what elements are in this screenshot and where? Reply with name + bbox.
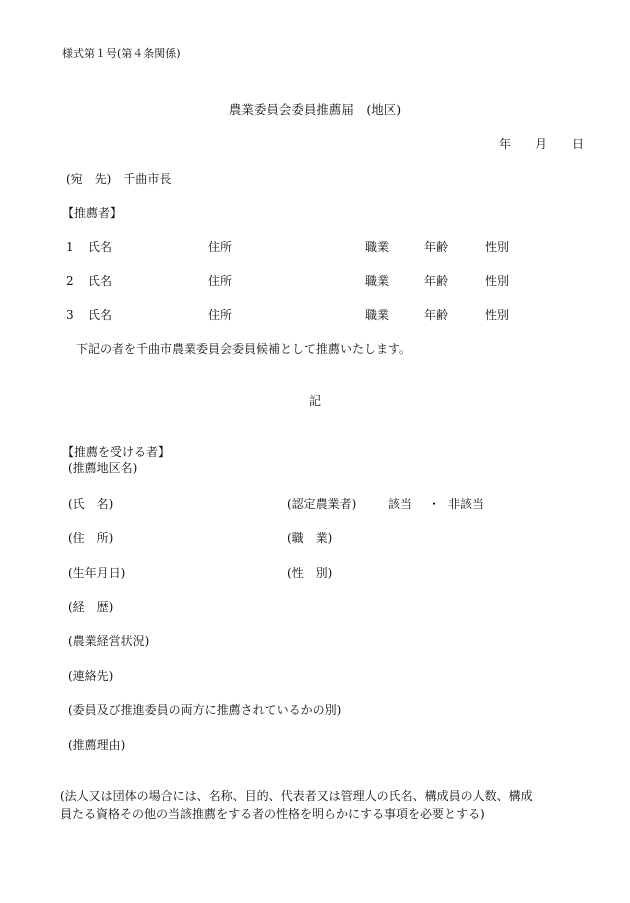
recommender-sex-label: 性別 [485, 308, 510, 322]
recommender-sex-label: 性別 [485, 274, 510, 288]
reason-label: (推薦理由) [68, 738, 126, 752]
occupation-label: (職 業) [287, 531, 333, 545]
date-day: 日 [572, 137, 585, 151]
name-label: (氏 名) [68, 497, 114, 511]
recommender-address-label: 住所 [208, 308, 233, 322]
recommender-age-label: 年齢 [424, 308, 449, 322]
recommender-age-label: 年齢 [424, 240, 449, 254]
recommended-heading: 【推薦を受ける者】 [62, 445, 171, 459]
recommender-age-label: 年齢 [424, 274, 449, 288]
recommender-name-label: 氏名 [88, 274, 113, 288]
corporate-note-line2: 員たる資格その他の当該推薦をする者の性格を明らかにする事項を必要とする) [60, 807, 485, 821]
recommender-name-label: 氏名 [88, 308, 113, 322]
document-title: 農業委員会委員推薦届 (地区) [228, 102, 402, 117]
recommender-address-label: 住所 [208, 274, 233, 288]
contact-label: (連絡先) [68, 669, 114, 683]
corporate-note-line1: (法人又は団体の場合には、名称、目的、代表者又は管理人の氏名、構成員の人数、構成 [60, 789, 533, 803]
recommender-occupation-label: 職業 [365, 308, 390, 322]
recommender-number: 2 [66, 274, 74, 288]
addressee: (宛 先) 千曲市長 [66, 172, 172, 186]
recommendation-statement: 下記の者を千曲市農業委員会委員候補として推薦いたします。 [76, 342, 412, 356]
applicable-option: 該当 [388, 497, 413, 511]
recommender-number: 3 [66, 308, 74, 322]
sex-label: (性 別) [287, 566, 333, 580]
recommender-occupation-label: 職業 [365, 274, 390, 288]
not-applicable-option: 非該当 [448, 497, 485, 511]
recommender-occupation-label: 職業 [365, 240, 390, 254]
birthdate-label: (生年月日) [68, 566, 126, 580]
date-month: 月 [535, 137, 548, 151]
form-number: 様式第１号(第４条関係) [62, 47, 181, 60]
certified-farmer-label: (認定農業者) [287, 497, 357, 511]
recommenders-heading: 【推薦者】 [62, 206, 123, 220]
farm-status-label: (農業経営状況) [68, 634, 150, 648]
career-label: (経 歴) [68, 600, 114, 614]
date-year: 年 [499, 137, 512, 151]
option-separator: ・ [428, 497, 441, 511]
recommender-name-label: 氏名 [88, 240, 113, 254]
recommender-sex-label: 性別 [485, 240, 510, 254]
address-label: (住 所) [68, 531, 114, 545]
recommender-address-label: 住所 [208, 240, 233, 254]
district-label: (推薦地区名) [68, 461, 138, 475]
ki-mark: 記 [308, 394, 321, 408]
recommender-number: 1 [66, 240, 74, 254]
dual-recommendation-label: (委員及び推進委員の両方に推薦されているかの別) [68, 703, 342, 717]
